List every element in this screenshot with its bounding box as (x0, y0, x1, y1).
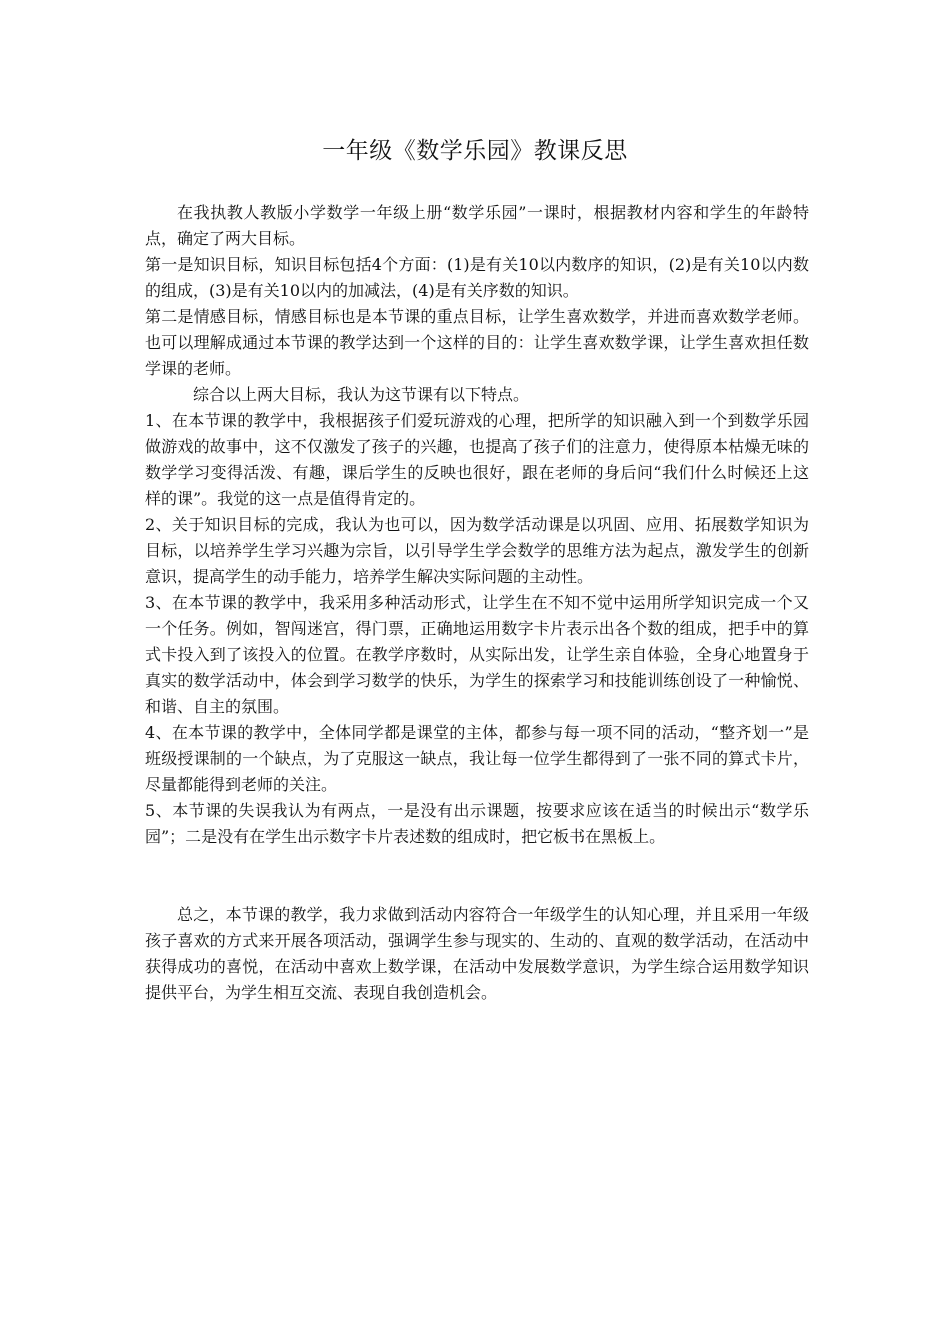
paragraph-spacer (145, 850, 809, 902)
document-title: 一年级《数学乐园》教课反思 (322, 138, 628, 164)
paragraph-point-4: 4、在本节课的教学中，全体同学都是课堂的主体，都参与每一项不同的活动，“整齐划一”是班级授课制的一个缺点，为了克服这一缺点，我让每一位学生都得到了一张不同的算式卡片，尽量都能得到老师的关注。 (145, 723, 809, 794)
paragraph-conclusion: 总之，本节课的教学，我力求做到活动内容符合一年级学生的认知心理，并且采用一年级孩子喜欢的方式来开展各项活动，强调学生参与现实的、生动的、直观的数学活动，在活动中获得成功的喜悦，在活动中喜欢上数学课，在活动中发展数学意识，为学生综合运用数学知识提供平台，为学生相互交流、表现自我创造机会。 (145, 905, 809, 1002)
paragraph-knowledge-goal: 第一是知识目标，知识目标包括4个方面：(1)是有关10以内数序的知识，(2)是有关10以内数的组成，(3)是有关10以内的加减法，(4)是有关序数的知识。 (145, 255, 809, 300)
paragraph-intro: 在我执教人教版小学数学一年级上册“数学乐园”一课时，根据教材内容和学生的年龄特点，确定了两大目标。 (145, 203, 809, 248)
paragraph-point-3: 3、在本节课的教学中，我采用多种活动形式，让学生在不知不觉中运用所学知识完成一个又一个任务。例如，智闯迷宫，得门票，正确地运用数字卡片表示出各个数的组成，把手中的算式卡投入到了该投入的位置。在教学序数时，从实际出发，让学生亲自体验，全身心地置身于真实的数学活动中，体会到学习数学的快乐，为学生的探索学习和技能训练创设了一种愉悦、和谐、自主的氛围。 (145, 593, 809, 716)
paragraph-point-2: 2、关于知识目标的完成，我认为也可以，因为数学活动课是以巩固、应用、拓展数学知识为目标，以培养学生学习兴趣为宗旨，以引导学生学会数学的思维方法为起点，激发学生的创新意识，提高学生的动手能力，培养学生解决实际问题的主动性。 (145, 515, 809, 586)
paragraph-point-1: 1、在本节课的教学中，我根据孩子们爱玩游戏的心理，把所学的知识融入到一个到数学乐园做游戏的故事中，这不仅激发了孩子的兴趣，也提高了孩子们的注意力，使得原本枯燥无味的数学学习变得活泼、有趣，课后学生的反映也很好，跟在老师的身后问“我们什么时候还上这样的课”。我觉的这一点是值得肯定的。 (145, 411, 809, 508)
paragraph-point-5: 5、本节课的失误我认为有两点，一是没有出示课题，按要求应该在适当的时候出示“数学乐园”；二是没有在学生出示数字卡片表述数的组成时，把它板书在黑板上。 (145, 801, 809, 846)
paragraph-summary-intro: 综合以上两大目标，我认为这节课有以下特点。 (193, 385, 530, 404)
document-body (145, 200, 809, 1006)
paragraph-emotion-goal: 第二是情感目标，情感目标也是本节课的重点目标，让学生喜欢数学，并进而喜欢数学老师。也可以理解成通过本节课的教学达到一个这样的目的：让学生喜欢数学课，让学生喜欢担任数学课的老师。 (145, 307, 809, 378)
